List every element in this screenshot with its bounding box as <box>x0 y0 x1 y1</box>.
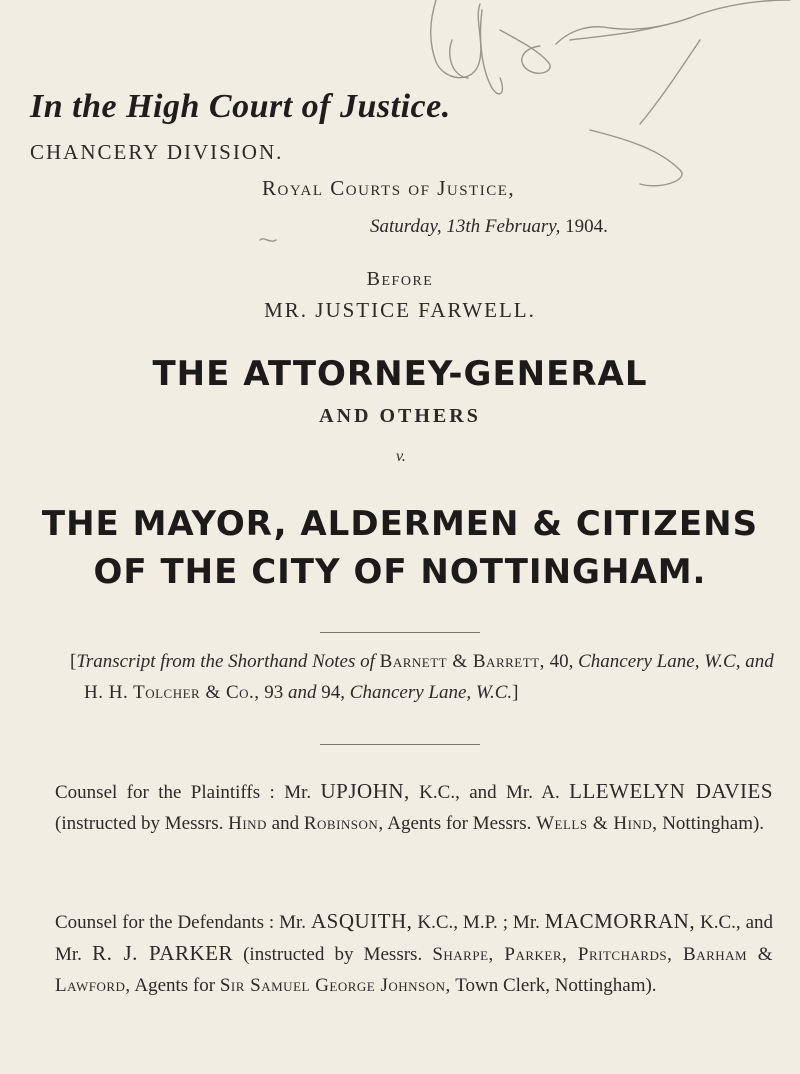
defendants-counsel-name-3: R. J. PARKER <box>92 941 233 965</box>
defendants-counsel-mr: Mr. <box>279 912 307 933</box>
plaintiffs-firm-a: Hind <box>228 813 267 834</box>
transcript-firm-1: Barnett & Barrett, <box>379 651 545 672</box>
plaintiffs-counsel-name-2: LLEWELYN DAVIES <box>569 779 774 803</box>
counsel-for-defendants <box>55 906 773 1001</box>
defendants-counsel-lead: Counsel for the Defendants : <box>55 912 275 933</box>
transcript-close-bracket: ] <box>512 682 519 703</box>
transcript-intro: Transcript from the Shorthand Notes of <box>76 651 375 672</box>
plaintiffs-and: and <box>271 813 300 834</box>
defendant-heading-line2: OF THE CITY OF NOTTINGHAM. <box>93 552 707 592</box>
defendants-instructed-by: (instructed by Messrs. <box>243 944 423 965</box>
divider-bottom <box>320 744 480 745</box>
counsel-for-plaintiffs <box>55 776 773 839</box>
plaintiff-heading: THE ATTORNEY-GENERAL <box>152 354 648 394</box>
transcript-address-2-street: Chancery Lane, W.C. <box>349 682 513 703</box>
plaintiffs-counsel-mr: Mr. <box>284 782 312 803</box>
transcript-firm-2: H. H. Tolcher & Co., <box>84 682 260 703</box>
plaintiffs-firm-b: Robinson, <box>303 813 384 834</box>
transcript-address-1-number: 40, <box>549 651 574 672</box>
defendants-counsel-kc-2: K.C., and Mr. <box>55 912 774 965</box>
plaintiffs-counsel-name-1: UPJOHN, <box>320 779 410 803</box>
defendants-counsel-name-2: MACMORRAN, <box>544 909 696 933</box>
defendants-counsel-kc-1: K.C., M.P. ; Mr. <box>417 912 540 933</box>
date-day: Saturday, <box>370 216 442 237</box>
defendants-agents-for: Agents for <box>134 975 216 996</box>
division-heading: CHANCERY DIVISION. <box>30 140 284 164</box>
plaintiffs-agents-for: Agents for Messrs. <box>387 813 532 834</box>
court-title: In the High Court of Justice. <box>30 88 451 125</box>
plaintiffs-counsel-lead: Counsel for the Plaintiffs : <box>55 782 275 803</box>
plaintiffs-counsel-kc: K.C., and Mr. A. <box>419 782 560 803</box>
versus-label: v. <box>396 448 406 465</box>
plaintiff-others: AND OTHERS <box>319 405 481 427</box>
plaintiffs-place: Nottingham). <box>662 813 765 834</box>
before-label: Before <box>366 268 434 290</box>
defendants-clerk-title: Town Clerk, Nottingham). <box>455 975 657 996</box>
transcript-address-2-number-2: 94, <box>321 682 346 703</box>
date-day-month: 13th February, <box>446 216 561 237</box>
transcript-address-1-street: Chancery Lane, W.C, and <box>578 651 774 672</box>
venue: Royal Courts of Justice, <box>262 176 516 200</box>
hearing-date <box>370 216 608 238</box>
transcript-address-2-and: and <box>288 682 317 703</box>
transcript-address-2-number: 93 <box>264 682 284 703</box>
defendants-firms: Sharpe, Parker, Pritchards, Barham & Lawford, <box>55 944 774 996</box>
transcript-open-bracket: [ <box>70 651 77 672</box>
defendants-town-clerk: Sir Samuel George Johnson, <box>219 975 451 996</box>
date-year: 1904. <box>565 216 608 237</box>
defendant-heading-line1: THE MAYOR, ALDERMEN & CITIZENS <box>41 504 759 544</box>
defendants-counsel-name-1: ASQUITH, <box>311 909 413 933</box>
divider-top <box>320 632 480 633</box>
transcript-note <box>70 646 774 708</box>
plaintiffs-instructed-by: (instructed by Messrs. <box>55 813 224 834</box>
plaintiffs-firm-c: Wells & Hind, <box>536 813 658 834</box>
judge-name: MR. JUSTICE FARWELL. <box>264 298 536 322</box>
